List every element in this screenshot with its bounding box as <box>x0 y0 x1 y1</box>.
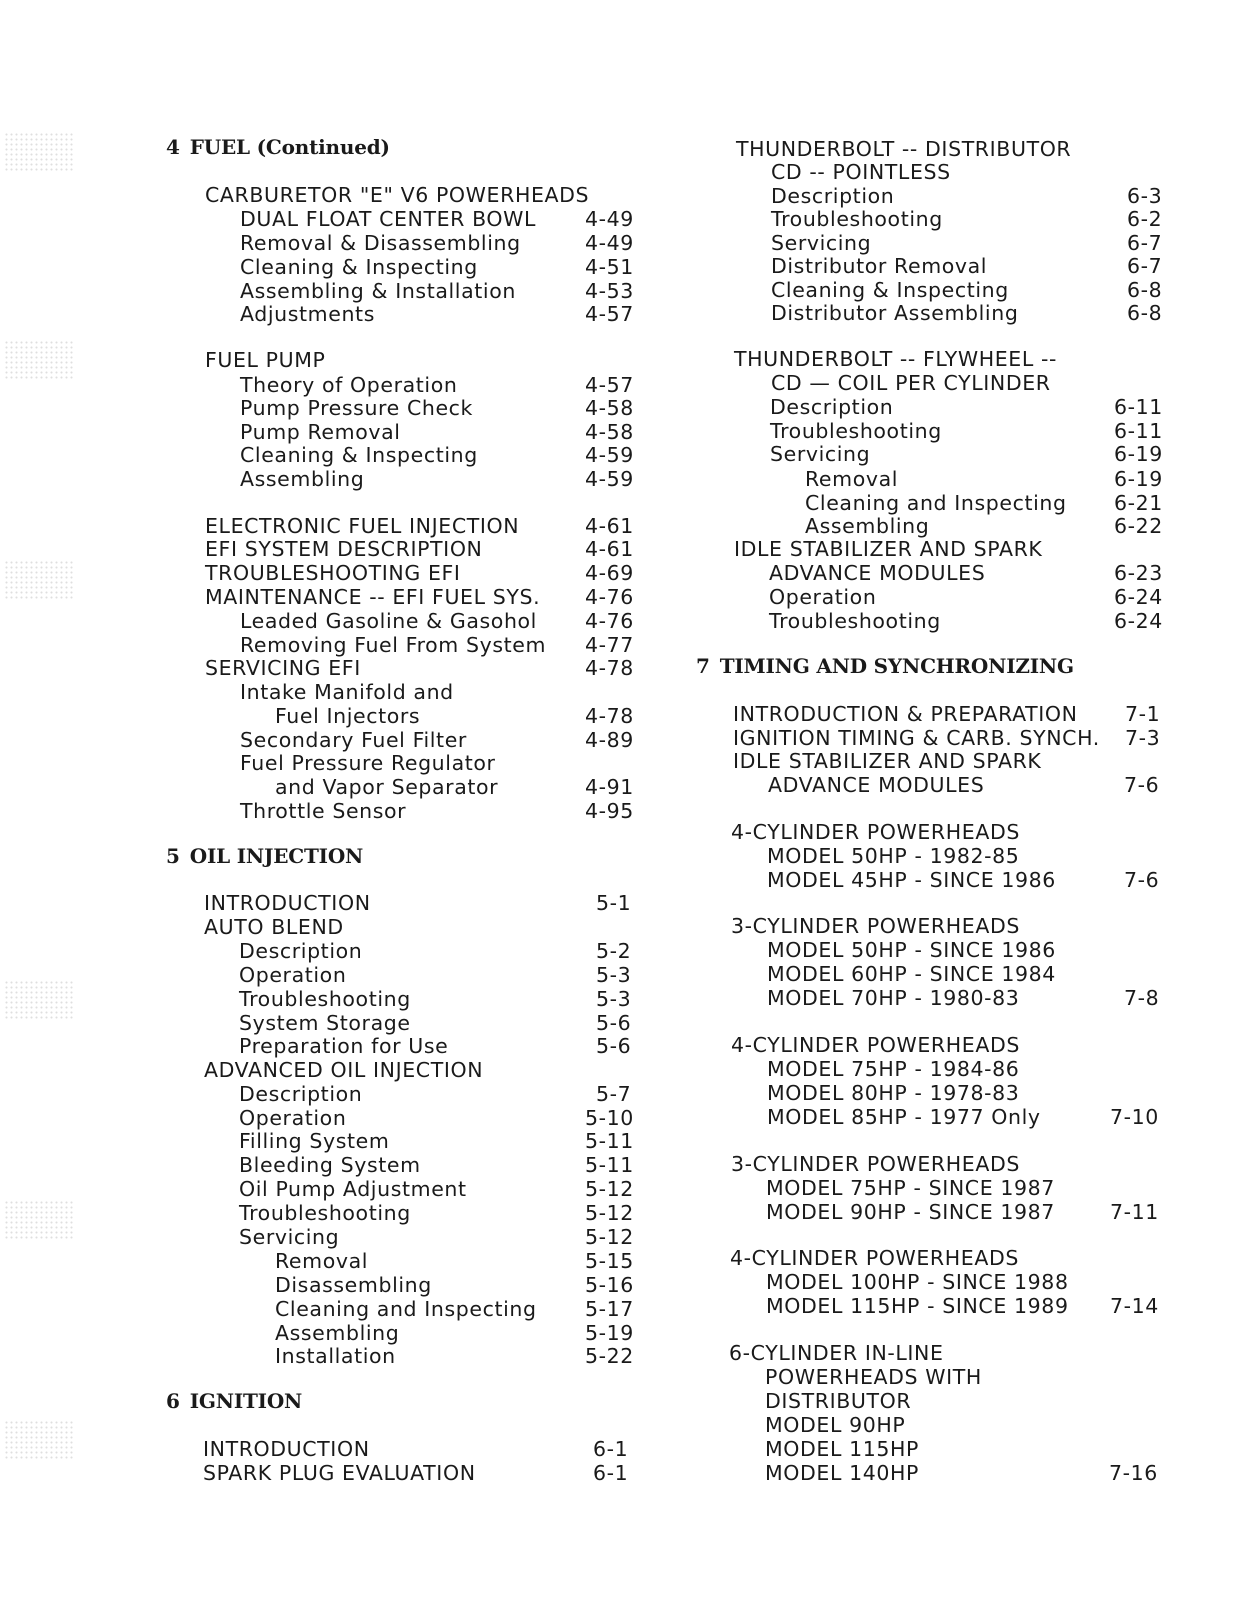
toc-entry[interactable] <box>0 279 640 303</box>
entry-title: Pump Removal <box>240 420 401 444</box>
entry-page: 6-7 <box>1127 231 1163 255</box>
entry-title: Troubleshooting <box>770 419 942 443</box>
entry-title: Installation <box>275 1344 396 1368</box>
toc-entry[interactable] <box>640 1081 1240 1105</box>
entry-title: Leaded Gasoline & Gasohol <box>240 609 537 633</box>
entry-page: 6-1 <box>593 1437 629 1461</box>
entry-title: IDLE STABILIZER AND SPARK <box>733 749 1042 773</box>
toc-entry[interactable] <box>0 1297 640 1321</box>
toc-entry[interactable] <box>640 1200 1240 1224</box>
entry-title: Assembling <box>240 467 365 491</box>
entry-page: 6-3 <box>1127 184 1163 208</box>
toc-entry[interactable] <box>0 939 640 963</box>
toc-entry[interactable] <box>0 467 640 491</box>
entry-title: Cleaning and Inspecting <box>275 1297 537 1321</box>
toc-entry[interactable] <box>0 1011 640 1035</box>
entry-title: Description <box>770 395 894 419</box>
toc-entry[interactable] <box>640 1389 1240 1413</box>
toc-entry[interactable] <box>640 1437 1240 1461</box>
entry-page: 7-1 <box>1125 702 1161 726</box>
entry-title: Distributor Assembling <box>771 301 1019 325</box>
entry-page: 6-21 <box>1114 491 1163 515</box>
entry-title: Secondary Fuel Filter <box>240 728 467 752</box>
toc-entry[interactable] <box>0 915 640 939</box>
entry-page: 5-6 <box>596 1011 632 1035</box>
entry-page: 5-12 <box>585 1177 634 1201</box>
entry-page: 5-6 <box>596 1034 632 1058</box>
entry-title: AUTO BLEND <box>204 915 344 939</box>
entry-title: EFI SYSTEM DESCRIPTION <box>205 537 483 561</box>
chapter-title: IGNITION <box>189 1389 303 1413</box>
toc-entry[interactable] <box>0 891 640 915</box>
toc-entry[interactable] <box>640 514 1240 538</box>
entry-title: Operation <box>239 963 347 987</box>
entry-page: 6-11 <box>1114 395 1163 419</box>
entry-title: 6-CYLINDER IN-LINE <box>729 1341 944 1365</box>
toc-entry[interactable] <box>0 704 640 728</box>
toc-entry[interactable] <box>0 680 640 704</box>
entry-title: ADVANCE MODULES <box>768 773 985 797</box>
entry-title: ELECTRONIC FUEL INJECTION <box>205 514 520 538</box>
entry-page: 7-8 <box>1124 986 1160 1010</box>
entry-page: 6-22 <box>1114 514 1163 538</box>
entry-title: POWERHEADS WITH <box>765 1365 982 1389</box>
entry-page: 5-1 <box>596 891 632 915</box>
toc-entry[interactable] <box>0 987 640 1011</box>
entry-title: Troubleshooting <box>239 1201 411 1225</box>
entry-page: 4-78 <box>585 704 634 728</box>
entry-page: 4-76 <box>585 609 634 633</box>
entry-title: INTRODUCTION <box>204 891 371 915</box>
toc-entry[interactable] <box>640 1176 1240 1200</box>
toc-entry[interactable] <box>0 1461 640 1485</box>
entry-page: 4-77 <box>585 633 634 657</box>
toc-entry[interactable] <box>0 1106 640 1130</box>
entry-title: Description <box>239 1082 363 1106</box>
toc-right-column <box>640 0 1241 1600</box>
entry-page: 6-1 <box>593 1461 629 1485</box>
toc-entry[interactable] <box>0 656 640 680</box>
entry-title: Assembling <box>805 514 930 538</box>
toc-entry[interactable] <box>640 160 1240 184</box>
entry-title: CD — COIL PER CYLINDER <box>771 371 1051 395</box>
entry-title: Assembling <box>275 1321 400 1345</box>
toc-entry[interactable] <box>640 1270 1240 1294</box>
entry-page: 4-61 <box>585 514 634 538</box>
entry-title: Theory of Operation <box>240 373 458 397</box>
entry-page: 6-19 <box>1114 467 1163 491</box>
chapter-title: FUEL (Continued) <box>189 135 390 159</box>
entry-page: 4-61 <box>585 537 634 561</box>
toc-entry[interactable] <box>640 467 1240 491</box>
toc-entry[interactable] <box>640 537 1240 561</box>
chapter-number: 7 <box>696 654 710 678</box>
chapter-heading-6 <box>166 1388 302 1414</box>
entry-page: 4-57 <box>585 302 634 326</box>
toc-entry[interactable] <box>640 371 1240 395</box>
entry-page: 4-95 <box>585 799 634 823</box>
toc-entry[interactable] <box>0 420 640 444</box>
toc-entry[interactable] <box>0 1344 640 1368</box>
entry-page: 7-14 <box>1110 1294 1159 1318</box>
entry-page: 4-53 <box>585 279 634 303</box>
toc-entry[interactable] <box>640 1365 1240 1389</box>
entry-title: Throttle Sensor <box>240 799 407 823</box>
entry-page: 5-12 <box>585 1225 634 1249</box>
toc-entry[interactable] <box>0 443 640 467</box>
toc-entry[interactable] <box>640 585 1240 609</box>
toc-entry[interactable] <box>640 986 1240 1010</box>
toc-entry[interactable] <box>640 914 1240 938</box>
entry-page: 6-8 <box>1127 278 1163 302</box>
entry-page: 5-3 <box>596 963 632 987</box>
entry-title: Cleaning & Inspecting <box>771 278 1009 302</box>
toc-entry[interactable] <box>640 609 1240 633</box>
toc-entry[interactable] <box>0 373 640 397</box>
entry-title: Assembling & Installation <box>240 279 516 303</box>
entry-page: 6-7 <box>1127 254 1163 278</box>
toc-entry[interactable] <box>0 1437 640 1461</box>
toc-entry[interactable] <box>0 1177 640 1201</box>
entry-title: 3-CYLINDER POWERHEADS <box>731 914 1020 938</box>
entry-page: 7-11 <box>1110 1200 1159 1224</box>
entry-page: 6-23 <box>1114 561 1163 585</box>
toc-entry[interactable] <box>640 395 1240 419</box>
toc-entry[interactable] <box>0 207 640 231</box>
toc-entry[interactable] <box>0 751 640 775</box>
entry-page: 7-6 <box>1124 773 1160 797</box>
toc-entry[interactable] <box>0 255 640 279</box>
toc-entry[interactable] <box>0 1082 640 1106</box>
toc-entry[interactable] <box>0 609 640 633</box>
entry-title: INTRODUCTION <box>203 1437 370 1461</box>
entry-title: Description <box>771 184 895 208</box>
chapter-title: TIMING AND SYNCHRONIZING <box>719 654 1074 678</box>
entry-page: 4-58 <box>585 420 634 444</box>
toc-entry[interactable] <box>640 301 1240 325</box>
toc-entry[interactable] <box>640 726 1240 750</box>
entry-page: 5-15 <box>585 1249 634 1273</box>
entry-page: 6-19 <box>1114 442 1163 466</box>
entry-title: Servicing <box>771 231 872 255</box>
toc-entry[interactable] <box>0 231 640 255</box>
entry-title: Troubleshooting <box>771 207 943 231</box>
toc-entry[interactable] <box>640 278 1240 302</box>
toc-entry[interactable] <box>0 1321 640 1345</box>
toc-entry[interactable] <box>640 347 1240 371</box>
entry-title: Cleaning & Inspecting <box>240 255 478 279</box>
entry-title: IGNITION TIMING & CARB. SYNCH. <box>733 726 1100 750</box>
chapter-number: 6 <box>166 1389 180 1413</box>
toc-entry[interactable] <box>0 396 640 420</box>
entry-page: 7-3 <box>1125 726 1161 750</box>
toc-entry[interactable] <box>640 1413 1240 1437</box>
entry-title: MODEL 80HP - 1978-83 <box>767 1081 1020 1105</box>
entry-page: 6-8 <box>1127 301 1163 325</box>
entry-title: Intake Manifold and <box>240 680 454 704</box>
entry-title: ADVANCED OIL INJECTION <box>204 1058 484 1082</box>
entry-title: Pump Pressure Check <box>240 396 474 420</box>
entry-title: 4-CYLINDER POWERHEADS <box>731 820 1020 844</box>
entry-page: 4-69 <box>585 561 634 585</box>
entry-title: Removal <box>805 467 899 491</box>
entry-title: Removal <box>275 1249 369 1273</box>
chapter-heading-5 <box>166 843 363 869</box>
toc-entry[interactable] <box>0 1249 640 1273</box>
entry-title: MODEL 75HP - 1984-86 <box>767 1057 1020 1081</box>
toc-entry[interactable] <box>0 1225 640 1249</box>
toc-entry[interactable] <box>0 302 640 326</box>
toc-entry[interactable] <box>640 1033 1240 1057</box>
toc-entry[interactable] <box>640 207 1240 231</box>
entry-page: 7-6 <box>1124 868 1160 892</box>
toc-entry[interactable] <box>640 844 1240 868</box>
entry-title: Filling System <box>239 1129 390 1153</box>
entry-title: CD -- POINTLESS <box>771 160 951 184</box>
entry-page: 4-57 <box>585 373 634 397</box>
entry-page: 6-24 <box>1114 585 1163 609</box>
toc-entry[interactable] <box>640 137 1240 161</box>
chapter-number: 5 <box>166 844 180 868</box>
entry-title: Distributor Removal <box>771 254 988 278</box>
entry-title: MODEL 75HP - SINCE 1987 <box>766 1176 1055 1200</box>
entry-title: TROUBLESHOOTING EFI <box>205 561 461 585</box>
entry-title: MODEL 60HP - SINCE 1984 <box>767 962 1056 986</box>
toc-entry[interactable] <box>0 1129 640 1153</box>
toc-entry[interactable] <box>0 561 640 585</box>
entry-title: Servicing <box>239 1225 340 1249</box>
entry-page: 5-10 <box>585 1106 634 1130</box>
entry-page: 4-91 <box>585 775 634 799</box>
entry-title: Adjustments <box>240 302 375 326</box>
entry-title: Troubleshooting <box>769 609 941 633</box>
toc-entry[interactable] <box>0 728 640 752</box>
entry-page: 4-51 <box>585 255 634 279</box>
toc-entry[interactable] <box>640 561 1240 585</box>
entry-page: 6-11 <box>1114 419 1163 443</box>
entry-page: 4-59 <box>585 443 634 467</box>
toc-entry[interactable] <box>640 962 1240 986</box>
entry-page: 5-12 <box>585 1201 634 1225</box>
entry-page: 4-58 <box>585 396 634 420</box>
entry-title: MODEL 115HP - SINCE 1989 <box>766 1294 1069 1318</box>
entry-title: Cleaning & Inspecting <box>240 443 478 467</box>
entry-title: MODEL 90HP - SINCE 1987 <box>766 1200 1055 1224</box>
chapter-title: OIL INJECTION <box>189 844 364 868</box>
toc-entry[interactable] <box>0 1058 640 1082</box>
toc-entry[interactable] <box>0 1273 640 1297</box>
entry-page: 7-16 <box>1109 1461 1158 1485</box>
entry-title: Operation <box>239 1106 347 1130</box>
entry-title: Disassembling <box>275 1273 432 1297</box>
entry-title: THUNDERBOLT -- DISTRIBUTOR <box>736 137 1072 161</box>
entry-title: Description <box>239 939 363 963</box>
entry-page: 6-24 <box>1114 609 1163 633</box>
toc-entry[interactable] <box>640 1341 1240 1365</box>
entry-title: IDLE STABILIZER AND SPARK <box>734 537 1043 561</box>
entry-page: 6-2 <box>1127 207 1163 231</box>
entry-title: 4-CYLINDER POWERHEADS <box>730 1246 1019 1270</box>
entry-title: MAINTENANCE -- EFI FUEL SYS. <box>205 585 541 609</box>
entry-page: 5-11 <box>585 1153 634 1177</box>
toc-entry[interactable] <box>0 585 640 609</box>
toc-entry[interactable] <box>640 1294 1240 1318</box>
entry-title: ADVANCE MODULES <box>769 561 986 585</box>
entry-title: Servicing <box>770 442 871 466</box>
entry-title: MODEL 85HP - 1977 Only <box>767 1105 1041 1129</box>
toc-entry[interactable] <box>640 773 1240 797</box>
chapter-heading-7 <box>696 653 1074 679</box>
entry-title: MODEL 115HP <box>765 1437 920 1461</box>
toc-entry[interactable] <box>0 514 640 538</box>
entry-title: SERVICING EFI <box>205 656 361 680</box>
entry-title: MODEL 140HP <box>765 1461 920 1485</box>
toc-entry[interactable] <box>640 442 1240 466</box>
entry-title: MODEL 45HP - SINCE 1986 <box>767 868 1056 892</box>
toc-entry[interactable] <box>0 1201 640 1225</box>
entry-page: 5-3 <box>596 987 632 1011</box>
entry-title: 4-CYLINDER POWERHEADS <box>731 1033 1020 1057</box>
toc-entry[interactable] <box>0 963 640 987</box>
section-title: CARBURETOR "E" V6 POWERHEADS <box>205 183 590 207</box>
entry-title: MODEL 50HP - SINCE 1986 <box>767 938 1056 962</box>
entry-title: 3-CYLINDER POWERHEADS <box>731 1152 1020 1176</box>
toc-entry[interactable] <box>0 633 640 657</box>
entry-title: INTRODUCTION & PREPARATION <box>733 702 1078 726</box>
entry-title: Oil Pump Adjustment <box>239 1177 467 1201</box>
chapter-heading-4 <box>166 134 390 160</box>
entry-title: SPARK PLUG EVALUATION <box>203 1461 476 1485</box>
entry-page: 5-16 <box>585 1273 634 1297</box>
toc-entry[interactable] <box>640 868 1240 892</box>
toc-entry[interactable] <box>640 1152 1240 1176</box>
entry-title: Removing Fuel From System <box>240 633 547 657</box>
toc-entry[interactable] <box>640 938 1240 962</box>
entry-title: Bleeding System <box>239 1153 421 1177</box>
toc-entry[interactable] <box>640 1461 1240 1485</box>
entry-title: and Vapor Separator <box>275 775 499 799</box>
entry-title: MODEL 100HP - SINCE 1988 <box>766 1270 1069 1294</box>
toc-entry[interactable] <box>640 820 1240 844</box>
section-title: FUEL PUMP <box>205 348 326 372</box>
toc-entry[interactable] <box>640 419 1240 443</box>
toc-entry[interactable] <box>640 1057 1240 1081</box>
entry-page: 4-89 <box>585 728 634 752</box>
entry-title: Preparation for Use <box>239 1034 449 1058</box>
entry-page: 5-22 <box>585 1344 634 1368</box>
entry-title: Troubleshooting <box>239 987 411 1011</box>
toc-entry[interactable] <box>640 184 1240 208</box>
entry-title: MODEL 70HP - 1980-83 <box>767 986 1020 1010</box>
entry-page: 7-10 <box>1110 1105 1159 1129</box>
entry-title: Operation <box>769 585 877 609</box>
entry-title: DISTRIBUTOR <box>765 1389 912 1413</box>
toc-entry[interactable] <box>0 537 640 561</box>
entry-page: 4-49 <box>585 231 634 255</box>
entry-page: 5-11 <box>585 1129 634 1153</box>
entry-page: 4-49 <box>585 207 634 231</box>
entry-title: MODEL 90HP <box>765 1413 906 1437</box>
entry-title: Fuel Pressure Regulator <box>240 751 496 775</box>
entry-page: 5-2 <box>596 939 632 963</box>
toc-entry[interactable] <box>640 231 1240 255</box>
entry-page: 4-78 <box>585 656 634 680</box>
toc-entry[interactable] <box>640 1105 1240 1129</box>
toc-entry[interactable] <box>640 1246 1240 1270</box>
toc-entry[interactable] <box>0 775 640 799</box>
toc-entry[interactable] <box>640 254 1240 278</box>
toc-entry[interactable] <box>0 1153 640 1177</box>
entry-title: System Storage <box>239 1011 411 1035</box>
toc-entry[interactable] <box>640 702 1240 726</box>
chapter-number: 4 <box>166 135 180 159</box>
entry-page: 4-76 <box>585 585 634 609</box>
toc-entry[interactable] <box>640 749 1240 773</box>
toc-entry[interactable] <box>0 1034 640 1058</box>
toc-entry[interactable] <box>0 799 640 823</box>
entry-page: 4-59 <box>585 467 634 491</box>
toc-entry[interactable] <box>640 491 1240 515</box>
entry-page: 5-17 <box>585 1297 634 1321</box>
entry-title: DUAL FLOAT CENTER BOWL <box>240 207 537 231</box>
entry-page: 5-19 <box>585 1321 634 1345</box>
entry-title: Cleaning and Inspecting <box>805 491 1067 515</box>
entry-title: MODEL 50HP - 1982-85 <box>767 844 1020 868</box>
entry-title: THUNDERBOLT -- FLYWHEEL -- <box>734 347 1057 371</box>
entry-title: Removal & Disassembling <box>240 231 521 255</box>
entry-title: Fuel Injectors <box>275 704 421 728</box>
entry-page: 5-7 <box>596 1082 632 1106</box>
